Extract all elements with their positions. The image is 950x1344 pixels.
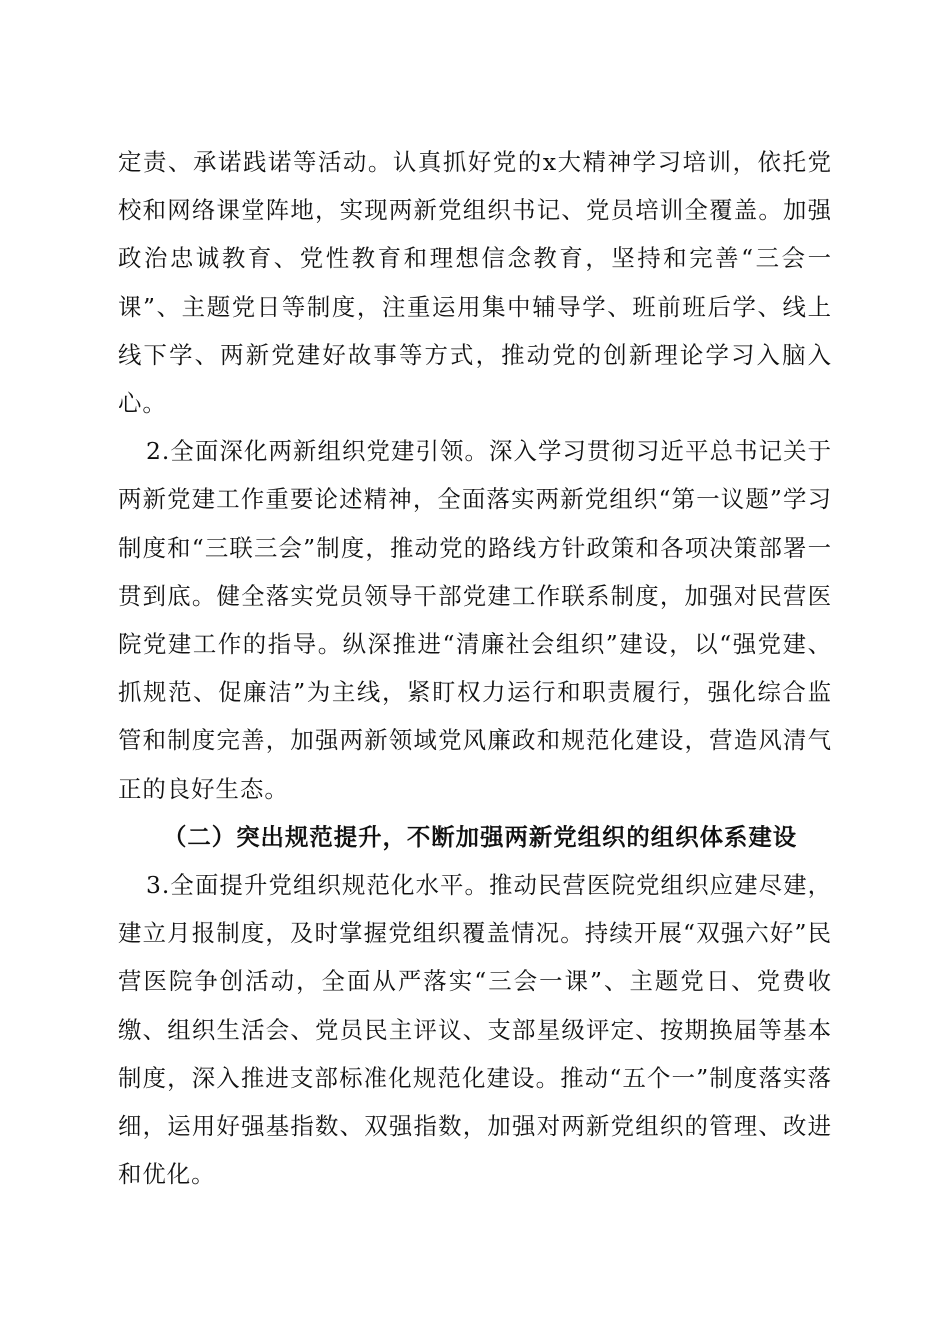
document-body	[118, 138, 832, 1198]
paragraph-item-2: 2.全面深化两新组织党建引领。深入学习贯彻习近平总书记关于两新党建工作重要论述精神，全面落实两新党组织“第一议题”学习制度和“三联三会”制度，推动党的路线方针政策和各项决策部署一贯到底。健全落实党员领导干部党建工作联系制度，加强对民营医院党建工作的指导。纵深推进“清廉社会组织”建设，以“强党建、抓规范、促廉洁”为主线，紧盯权力运行和职责履行，强化综合监管和制度完善，加强两新领域党风廉政和规范化建设，营造风清气正的良好生态。	[118, 437, 832, 803]
paragraph-continuation: 定责、承诺践诺等活动。认真抓好党的x大精神学习培训，依托党校和网络课堂阵地，实现两新党组织书记、党员培训全覆盖。加强政治忠诚教育、党性教育和理想信念教育，坚持和完善“三会一课”、主题党日等制度，注重运用集中辅导学、班前班后学、线上线下学、两新党建好故事等方式，推动党的创新理论学习入脑入心。	[118, 148, 832, 418]
paragraph-item-3: 3.全面提升党组织规范化水平。推动民营医院党组织应建尽建，建立月报制度，及时掌握党组织覆盖情况。持续开展“双强六好”民营医院争创活动，全面从严落实“三会一课”、主题党日、党费收缴、组织生活会、党员民主评议、支部星级评定、按期换届等基本制度，深入推进支部标准化规范化建设。推动“五个一”制度落实落细，运用好强基指数、双强指数，加强对两新党组织的管理、改进和优化。	[118, 871, 832, 1189]
section-heading-2: （二）突出规范提升，不断加强两新党组织的组织体系建设	[163, 822, 798, 851]
